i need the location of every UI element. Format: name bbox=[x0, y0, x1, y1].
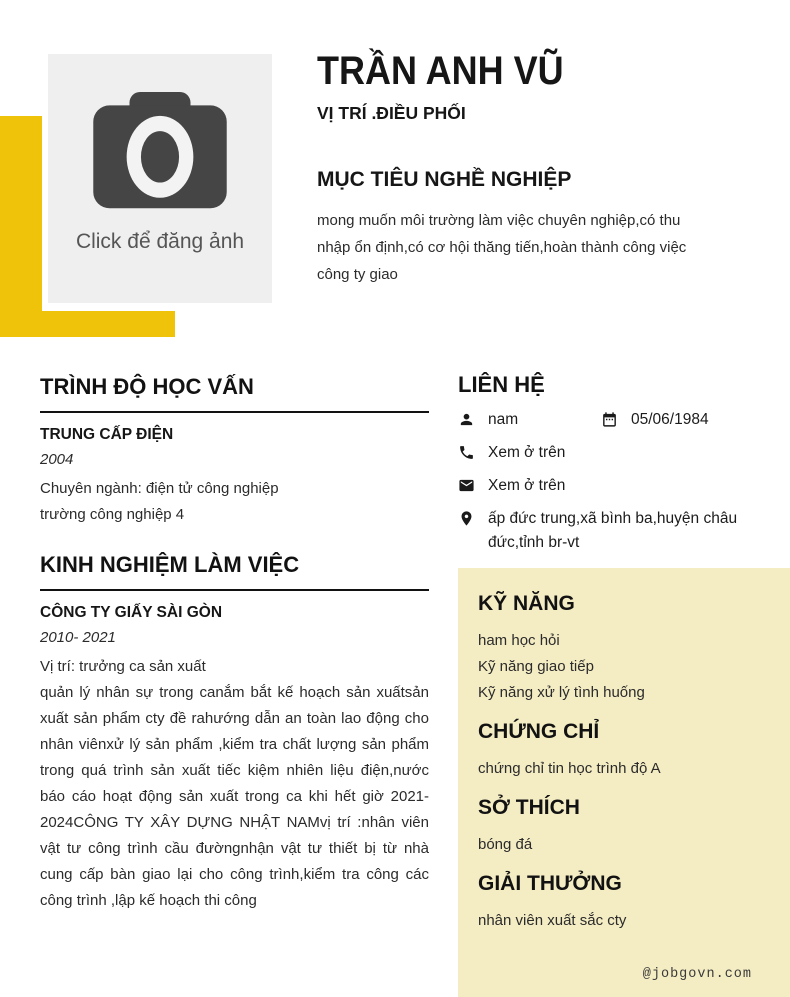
photo-placeholder-label[interactable]: Click để đăng ảnh bbox=[75, 230, 245, 253]
education-years: 2004 bbox=[40, 451, 74, 468]
hobby-item: bóng đá bbox=[478, 836, 533, 853]
person-icon bbox=[458, 411, 475, 428]
skill-item: Kỹ năng giao tiếp bbox=[478, 658, 594, 675]
objective-title: MỤC TIÊU NGHỀ NGHIỆP bbox=[317, 168, 572, 191]
photo-upload-placeholder[interactable] bbox=[48, 54, 272, 303]
certificates-title: CHỨNG CHỈ bbox=[478, 720, 600, 743]
award-item: nhân viên xuất sắc cty bbox=[478, 912, 627, 929]
location-pin-icon bbox=[458, 510, 475, 527]
contact-title: LIÊN HỆ bbox=[458, 372, 545, 397]
yellow-accent-vertical-bar bbox=[0, 116, 42, 337]
contact-address: ấp đức trung,xã bình ba,huyện châu đức,tỉnh br-vt bbox=[488, 510, 738, 551]
contact-phone: Xem ở trên bbox=[488, 444, 566, 461]
side-info-panel bbox=[458, 568, 790, 997]
certificate-item: chứng chỉ tin học trình độ A bbox=[478, 760, 661, 777]
experience-years: 2010- 2021 bbox=[40, 629, 116, 646]
education-title: TRÌNH ĐỘ HỌC VẤN bbox=[40, 374, 429, 413]
objective-section bbox=[317, 168, 717, 288]
experience-title: KINH NGHIỆM LÀM VIỆC bbox=[40, 552, 429, 591]
calendar-icon bbox=[601, 411, 618, 428]
skill-item: ham học hỏi bbox=[478, 632, 560, 649]
experience-description: quản lý nhân sự trong canắm bắt kế hoạch sản xuấtsản xuất sản phẩm cty đề rahướng dẫn an toàn lao động cho nhân viênxử lý sản phẩm ,kiểm tra chất lượng sản phẩm trong quá trình sản xuất tiếc kiệm nhiên liệu điện,nước báo cáo hoạt động sản xuất trong ca khi hết giờ 2021-2024CÔNG TY XÂY DỰNG NHẬT NAMvị trí :nhân viên vật tư công trình cầu đườngnhận vật tư thiết bị từ nhà cung cấp bàn giao lại cho công trình,kiểm tra công các công trình ,lập kế hoạch thi công bbox=[40, 684, 429, 909]
education-section bbox=[40, 374, 429, 528]
objective-text: mong muốn môi trường làm việc chuyên nghiệp,có thu nhập ổn định,có cơ hội thăng tiến,hoàn thành công việc công ty giao bbox=[317, 212, 687, 283]
awards-title: GIẢI THƯỞNG bbox=[478, 872, 622, 895]
experience-role: Vị trí: trưởng ca sản xuất bbox=[40, 658, 206, 675]
envelope-icon bbox=[458, 477, 475, 494]
candidate-position: VỊ TRÍ .ĐIỀU PHỐI bbox=[317, 103, 466, 123]
phone-icon bbox=[458, 444, 475, 461]
hobbies-title: SỞ THÍCH bbox=[478, 796, 580, 819]
education-school: TRUNG CẤP ĐIỆN bbox=[40, 426, 174, 443]
contact-birthday: 05/06/1984 bbox=[631, 411, 709, 428]
experience-section bbox=[40, 552, 429, 914]
education-school-name: trường công nghiệp 4 bbox=[40, 506, 185, 523]
contact-email: Xem ở trên bbox=[488, 477, 566, 494]
skills-title: KỸ NĂNG bbox=[478, 592, 575, 615]
site-watermark: @jobgovn.com bbox=[642, 967, 752, 982]
candidate-name: TRẦN ANH VŨ bbox=[317, 49, 564, 93]
experience-company: CÔNG TY GIẤY SÀI GÒN bbox=[40, 604, 223, 621]
contact-gender: nam bbox=[488, 411, 519, 428]
yellow-accent-horizontal-bar bbox=[0, 311, 175, 337]
skill-item: Kỹ năng xử lý tình huống bbox=[478, 684, 645, 701]
camera-icon bbox=[93, 92, 227, 214]
contact-section bbox=[458, 372, 790, 564]
education-major: Chuyên ngành: điện tử công nghiệp bbox=[40, 480, 279, 497]
